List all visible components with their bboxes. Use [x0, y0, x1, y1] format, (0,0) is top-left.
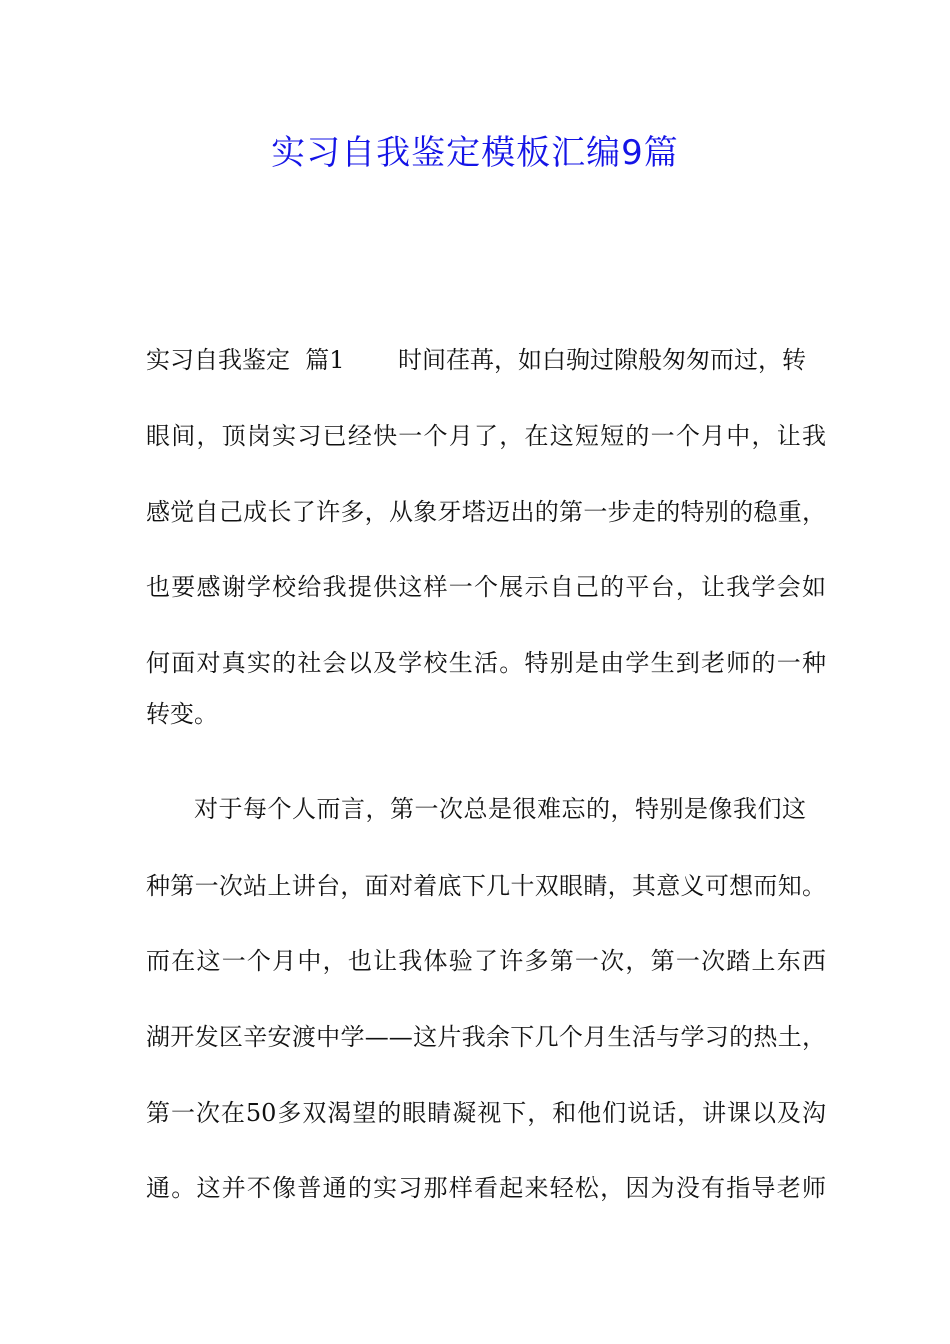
- paragraph-line: 通。这并不像普通的实习那样看起来轻松，因为没有指导老师: [146, 1174, 826, 1202]
- paragraph-line: [146, 340, 826, 380]
- section-heading: 实习自我鉴定 篇1: [146, 346, 345, 374]
- paragraph-line: 第一次在50多双渴望的眼睛凝视下，和他们说话，讲课以及沟: [146, 1099, 826, 1127]
- paragraph-line: 也要感谢学校给我提供这样一个展示自己的平台，让我学会如: [146, 573, 826, 601]
- paragraph-line: 感觉自己成长了许多，从象牙塔迈出的第一步走的特别的稳重，: [146, 498, 826, 526]
- body-text: 时间荏苒，如白驹过隙般匆匆而过，转: [398, 346, 806, 374]
- paragraph-line: 而在这一个月中，也让我体验了许多第一次，第一次踏上东西: [146, 947, 826, 975]
- paragraph-line: 种第一次站上讲台，面对着底下几十双眼睛，其意义可想而知。: [146, 872, 826, 900]
- paragraph-line: 何面对真实的社会以及学校生活。特别是由学生到老师的一种: [146, 649, 826, 677]
- paragraph-line: 眼间，顶岗实习已经快一个月了，在这短短的一个月中，让我: [146, 422, 826, 450]
- paragraph-line: 湖开发区辛安渡中学——这片我余下几个月生活与学习的热土，: [146, 1023, 826, 1051]
- document-title: 实习自我鉴定模板汇编9篇: [271, 133, 679, 173]
- paragraph-line: 对于每个人而言，第一次总是很难忘的，特别是像我们这: [194, 795, 806, 823]
- paragraph-line: 转变。: [146, 700, 218, 728]
